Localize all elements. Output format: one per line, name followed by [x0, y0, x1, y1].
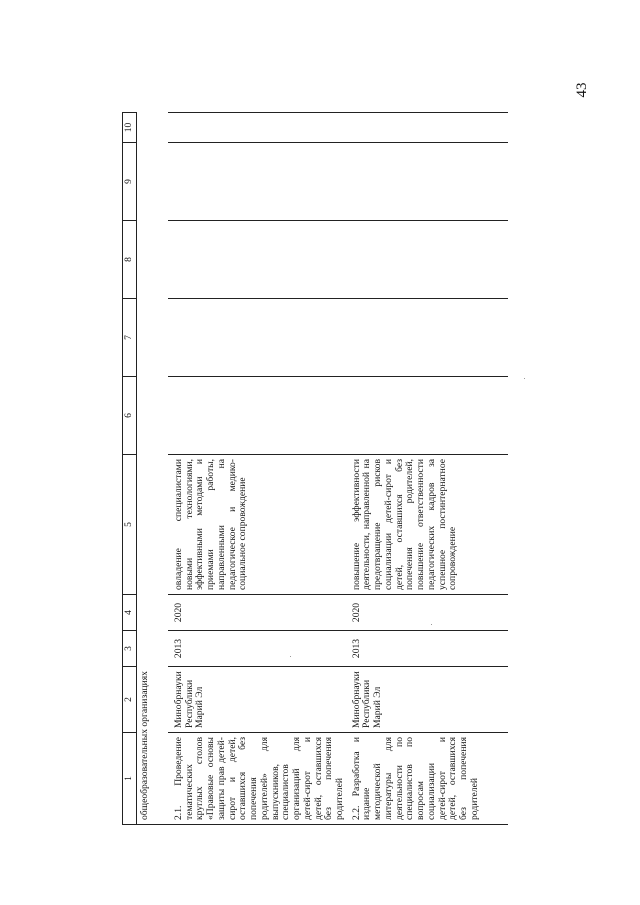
column-number-8: 8 [123, 221, 137, 299]
end-year-cell: 2020 [168, 595, 346, 631]
column-number-7: 7 [123, 299, 137, 377]
start-year-cell: 2013 [168, 631, 346, 667]
plan-table [122, 112, 508, 825]
result-cell: повышение эффективности деятельности, направленной на предотвращение рисков социализации детей-сирот и детей, оставшихся без попечения родителей, повышение ответственности педагогических кадров за успешное постинтернатное сопровождение [346, 455, 508, 595]
activity-cell: 2.1. Проведение тематических круглых столов «Правовые основы защиты прав детей-сирот и детей, оставшихся без попечения родителей» для выпускников, специалистов организаций для детей-сирот и детей, оставшихся без попечения родителей [168, 733, 346, 825]
empty-cell [168, 299, 346, 377]
column-number-4: 4 [123, 595, 137, 631]
scan-speck [524, 378, 525, 379]
empty-cell [346, 221, 508, 299]
continuation-row [137, 113, 169, 825]
activity-cell: 2.2. Разработка и издание методической литературы для деятельности по специалистов по вопросам социализации детей-сирот и детей, оставшихся без попечения родителей [346, 733, 508, 825]
column-number-10: 10 [123, 113, 137, 143]
empty-cell [346, 377, 508, 455]
end-year-cell: 2020 [346, 595, 508, 631]
result-cell: овладение специалистами новыми технологиями, эффективными методами и приемами работы, направленными на педагогическое и медико-социальное сопровождение [168, 455, 346, 595]
table-row [168, 113, 346, 825]
scan-speck [431, 624, 432, 625]
executor-cell: Минобрнауки Республики Марий Эл [168, 667, 346, 733]
page-number: 43 [574, 82, 590, 98]
column-number-2: 2 [123, 667, 137, 733]
column-number-1: 1 [123, 733, 137, 825]
empty-cell [346, 143, 508, 221]
empty-cell [168, 143, 346, 221]
column-number-9: 9 [123, 143, 137, 221]
empty-cell [168, 113, 346, 143]
empty-cell [168, 221, 346, 299]
empty-cell [346, 113, 508, 143]
executor-cell: Минобрнауки Республики Марий Эл [346, 667, 508, 733]
table-row [346, 113, 508, 825]
empty-cell [168, 377, 346, 455]
column-number-3: 3 [123, 631, 137, 667]
column-number-6: 6 [123, 377, 137, 455]
column-number-row [123, 113, 137, 825]
column-number-5: 5 [123, 455, 137, 595]
rotated-page [122, 45, 562, 825]
start-year-cell: 2013 [346, 631, 508, 667]
scan-speck [290, 656, 291, 657]
empty-cell [346, 299, 508, 377]
continuation-text: общеобразовательных организациях [137, 113, 169, 825]
